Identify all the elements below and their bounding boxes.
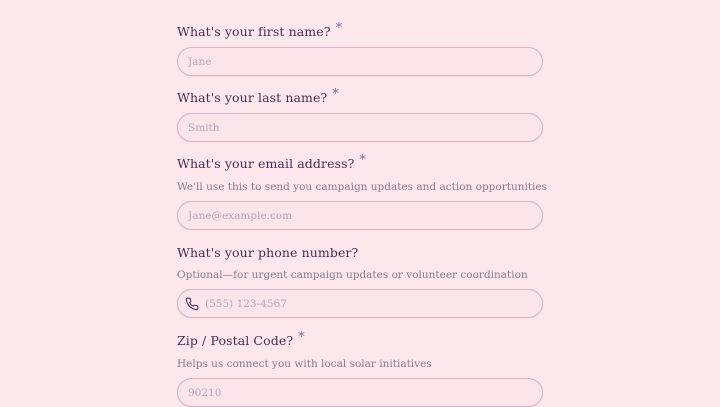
last-name-input-wrapper[interactable]	[177, 113, 543, 142]
email-label	[177, 153, 543, 172]
phone-icon	[185, 297, 199, 311]
first-name-label	[177, 21, 543, 40]
email-help-text: We'll use this to send you campaign updates and action opportunities	[177, 181, 548, 193]
required-asterisk: *	[332, 87, 339, 102]
zip-input-wrapper[interactable]	[177, 378, 543, 407]
last-name-field	[177, 87, 543, 142]
zip-input[interactable]	[188, 387, 542, 399]
email-input-wrapper[interactable]	[177, 201, 543, 230]
last-name-label	[177, 87, 543, 106]
phone-label-text: What's your phone number?	[177, 245, 359, 260]
email-field	[177, 153, 548, 230]
required-asterisk: *	[335, 21, 343, 36]
email-label-text: What's your email address?	[177, 156, 355, 171]
first-name-label-text: What's your first name?	[177, 24, 331, 39]
last-name-label-text: What's your last name?	[177, 90, 328, 105]
zip-label-text: Zip / Postal Code?	[177, 333, 294, 348]
last-name-input[interactable]	[188, 122, 542, 134]
phone-help-text: Optional—for urgent campaign updates or volunteer coordination	[177, 269, 528, 281]
zip-field	[177, 330, 543, 407]
first-name-input[interactable]	[188, 56, 542, 68]
first-name-field	[177, 21, 543, 76]
phone-input[interactable]	[205, 298, 542, 310]
phone-field	[177, 245, 543, 318]
zip-label	[177, 330, 543, 349]
required-asterisk: *	[359, 153, 367, 168]
phone-input-wrapper[interactable]	[177, 289, 543, 318]
required-asterisk: *	[298, 330, 305, 345]
zip-help-text: Helps us connect you with local solar initiatives	[177, 358, 432, 370]
first-name-input-wrapper[interactable]	[177, 47, 543, 76]
phone-label	[177, 245, 543, 260]
email-input[interactable]	[188, 210, 542, 222]
